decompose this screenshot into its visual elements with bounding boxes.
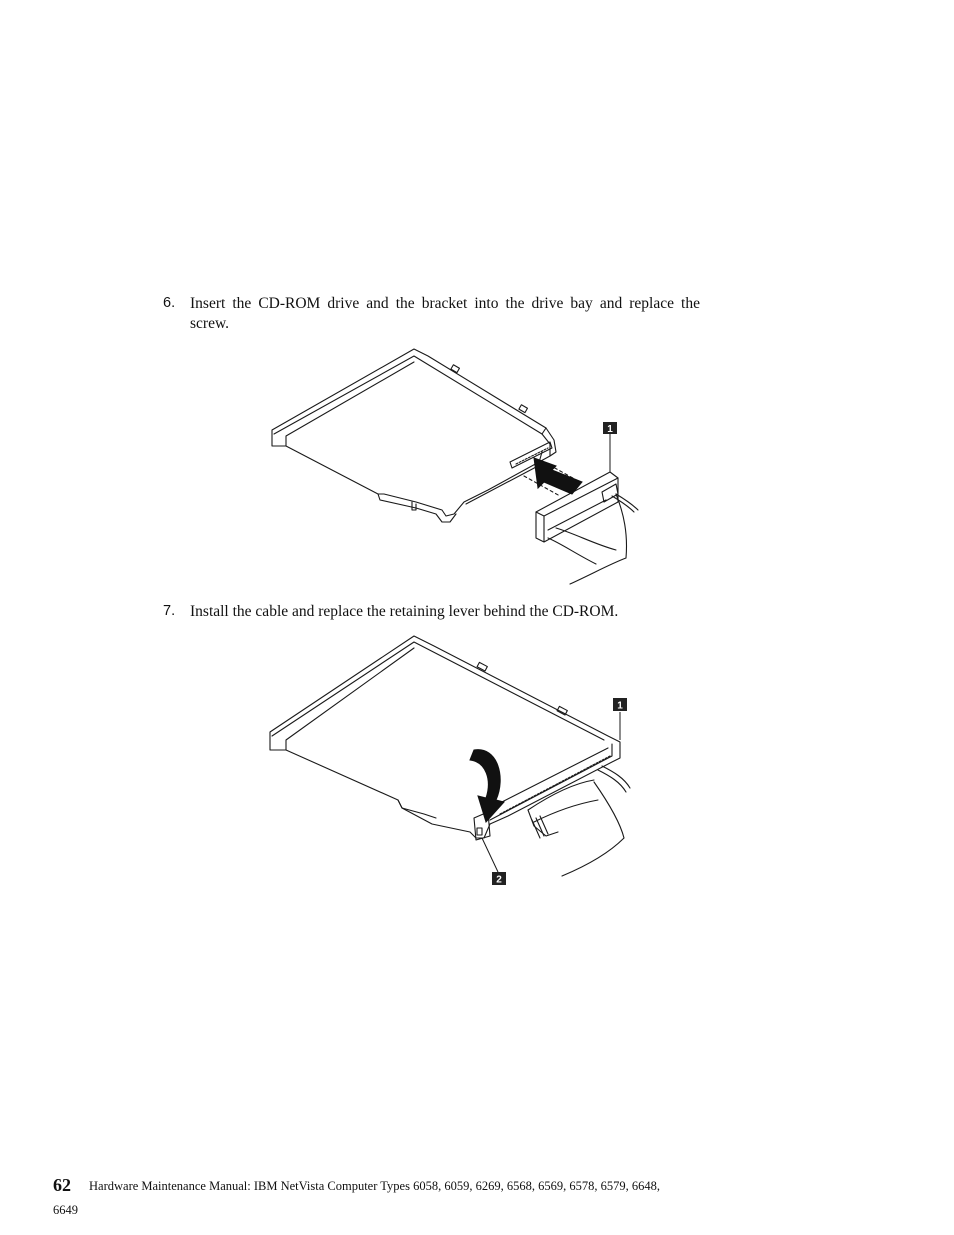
top-tab [477,662,487,671]
step-instruction: Insert the CD-ROM drive and the bracket into the drive bay and replace the screw. [190,295,700,332]
figure-cdrom-retaining-lever [264,632,644,892]
insertion-arrow [534,458,582,494]
step-number: 7. [163,603,176,619]
step-instruction: Install the cable and replace the retaining lever behind the CD-ROM. [190,603,619,620]
callout-label: 2 [496,874,502,886]
top-tab [519,405,528,413]
drive-body-outline [272,349,556,516]
step-7 [163,602,723,622]
callout-label: 1 [607,424,613,435]
page-number: 62 [53,1175,71,1195]
footer-title: Hardware Maintenance Manual: IBM NetVista Computer Types 6058, 6059, 6269, 6568, 6569, 6578, 6579, 6648, [89,1179,660,1193]
rotation-arrow [470,750,504,822]
step-6 [163,294,700,333]
callout-label: 1 [617,700,623,712]
top-tab [451,365,460,373]
step-number: 6. [163,295,176,311]
figure-cdrom-bracket-insert [266,344,646,594]
footer-title-continued: 6649 [53,1203,78,1217]
